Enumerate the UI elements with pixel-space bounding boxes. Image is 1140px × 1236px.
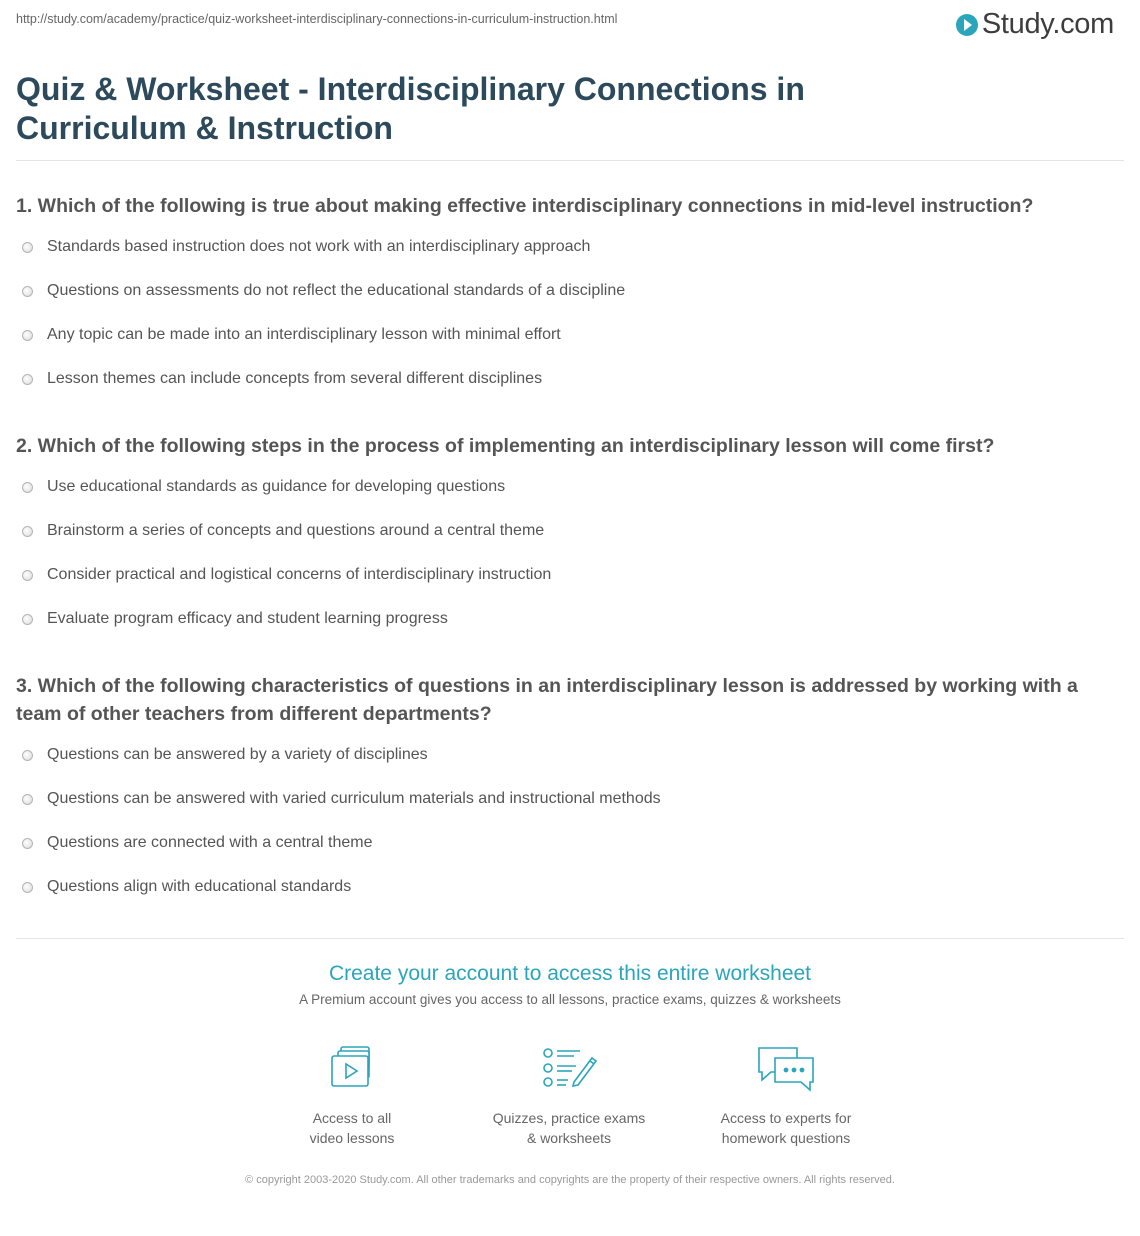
feature-quizzes	[479, 1044, 659, 1148]
radio-button[interactable]	[22, 750, 33, 761]
answer-label: Lesson themes can include concepts from several different disciplines	[47, 370, 543, 387]
answer-option[interactable]	[22, 522, 544, 540]
question-text: 2. Which of the following steps in the process of implementing an interdisciplinary lesson will come first?	[16, 435, 995, 457]
top-bar	[0, 0, 1140, 50]
radio-button[interactable]	[22, 882, 33, 893]
radio-button[interactable]	[22, 526, 33, 537]
feature-label: Access to all video lessons	[309, 1110, 395, 1146]
answer-label: Questions can be answered by a variety of disciplines	[47, 746, 428, 763]
answer-option[interactable]	[22, 478, 505, 496]
answer-option[interactable]	[22, 878, 351, 896]
answer-option[interactable]	[22, 790, 661, 808]
feature-label: Quizzes, practice exams & worksheets	[492, 1110, 646, 1146]
feature-video-lessons	[262, 1044, 442, 1148]
page-url[interactable]: http://study.com/academy/practice/quiz-worksheet-interdisciplinary-connections-in-curriculum-instruction.html	[16, 12, 618, 26]
answer-option[interactable]	[22, 746, 428, 764]
answer-label: Brainstorm a series of concepts and questions around a central theme	[47, 522, 545, 539]
answer-label: Questions are connected with a central theme	[47, 834, 373, 851]
study-logo[interactable]	[956, 8, 1114, 41]
answer-option[interactable]	[22, 834, 373, 852]
radio-button[interactable]	[22, 614, 33, 625]
quiz-checklist-icon	[538, 1044, 600, 1094]
cta-subtitle: A Premium account gives you access to all lessons, practice exams, quizzes & worksheets	[299, 992, 841, 1007]
answer-option[interactable]	[22, 370, 542, 388]
question-text: 3. Which of the following characteristics of questions in an interdisciplinary lesson is addressed by working with a team of other teachers from different departments?	[16, 675, 1078, 725]
answer-option[interactable]	[22, 326, 561, 344]
page-title: Quiz & Worksheet - Interdisciplinary Connections in Curriculum & Instruction	[16, 71, 805, 146]
answer-label: Evaluate program efficacy and student learning progress	[47, 610, 448, 627]
feature-label: Access to experts for homework questions	[720, 1110, 852, 1146]
answer-label: Questions on assessments do not reflect the educational standards of a discipline	[47, 282, 626, 299]
radio-button[interactable]	[22, 570, 33, 581]
answer-option[interactable]	[22, 238, 590, 256]
radio-button[interactable]	[22, 374, 33, 385]
answer-label: Questions can be answered with varied curriculum materials and instructional methods	[47, 790, 661, 807]
radio-button[interactable]	[22, 286, 33, 297]
cta-divider	[16, 938, 1124, 939]
answer-label: Standards based instruction does not work with an interdisciplinary approach	[47, 238, 591, 255]
answer-label: Use educational standards as guidance for developing questions	[47, 478, 506, 495]
feature-experts	[696, 1044, 876, 1148]
answer-label: Any topic can be made into an interdisciplinary lesson with minimal effort	[47, 326, 561, 343]
create-account-link[interactable]: Create your account to access this entire worksheet	[328, 962, 812, 985]
answer-label: Consider practical and logistical concerns of interdisciplinary instruction	[47, 566, 552, 583]
play-logo-icon	[956, 14, 978, 36]
question-text: 1. Which of the following is true about making effective interdisciplinary connections in mid-level instruction?	[16, 195, 1034, 217]
answer-label: Questions align with educational standards	[47, 878, 352, 895]
radio-button[interactable]	[22, 482, 33, 493]
answer-option[interactable]	[22, 610, 448, 628]
radio-button[interactable]	[22, 838, 33, 849]
answer-option[interactable]	[22, 566, 551, 584]
answer-option[interactable]	[22, 282, 625, 300]
title-divider	[16, 160, 1124, 161]
copyright-text: © copyright 2003-2020 Study.com. All other trademarks and copyrights are the property of their respective owners. All rights reserved.	[245, 1174, 895, 1186]
radio-button[interactable]	[22, 794, 33, 805]
radio-button[interactable]	[22, 242, 33, 253]
chat-bubbles-icon	[755, 1044, 817, 1094]
logo-text: Study.com	[981, 8, 1114, 40]
video-lessons-icon	[321, 1044, 383, 1094]
radio-button[interactable]	[22, 330, 33, 341]
